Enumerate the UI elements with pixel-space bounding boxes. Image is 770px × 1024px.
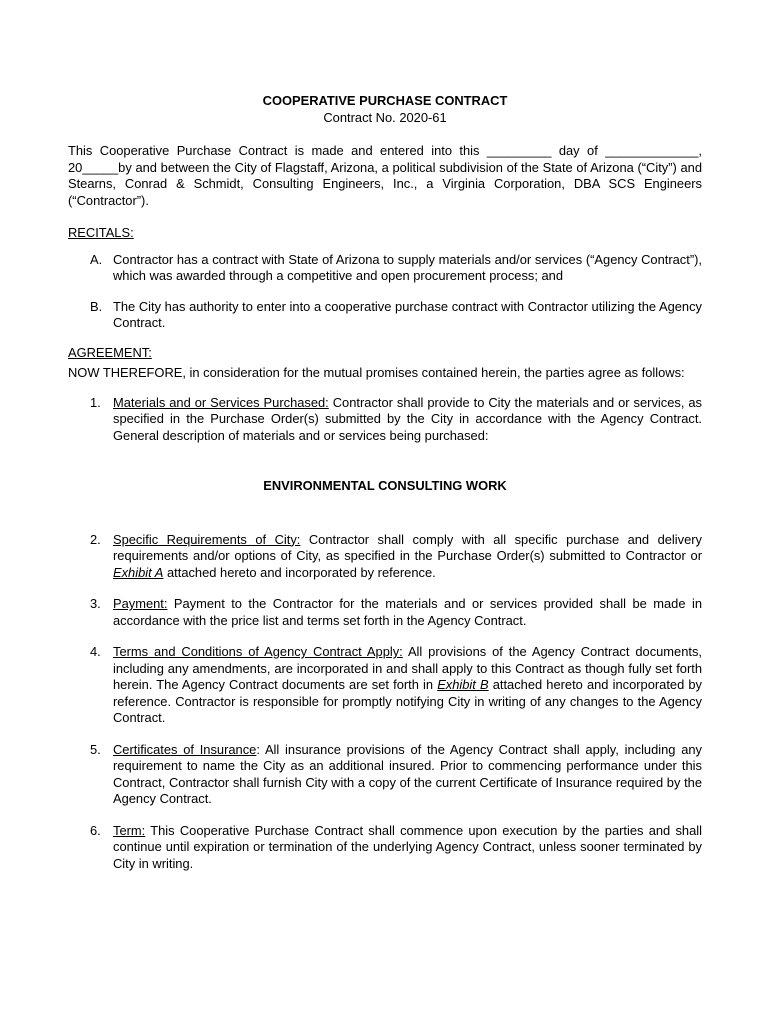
list-marker: 1.	[90, 394, 101, 410]
recital-text: Contractor has a contract with State of Arizona to supply materials and/or services (“Agency Contract”), which was awarded through a competitive and open procurement process; and	[113, 251, 702, 283]
clause-title: Certificates of Insurance	[113, 741, 257, 757]
intro-paragraph: This Cooperative Purchase Contract is made and entered into this _________ day of _____________, 20_____by and between the City of Flagstaff, Arizona, a political subdivision of the State of Arizona (“City”) and Stearns, Conrad & Schmidt, Consulting Engineers, Inc., a Virginia Corporation, DBA SCS Engineers (“Contractor”).	[68, 143, 702, 208]
agreement-item-5	[68, 742, 702, 808]
agreement-item-6	[68, 823, 702, 873]
agreement-item-1	[68, 395, 702, 445]
clause-title: Materials and or Services Purchased:	[113, 394, 329, 410]
agreement-heading: AGREEMENT:	[68, 344, 152, 360]
recitals-heading: RECITALS:	[68, 225, 134, 240]
list-marker: 5.	[90, 741, 101, 757]
recitals-list	[68, 252, 702, 332]
work-description: ENVIRONMENTAL CONSULTING WORK	[263, 478, 507, 493]
list-marker: 4.	[90, 644, 101, 659]
recital-text: The City has authority to enter into a cooperative purchase contract with Contractor utilizing the Agency Contract.	[113, 298, 702, 330]
agreement-item-4	[68, 644, 702, 727]
clause-title: Terms and Conditions of Agency Contract Apply:	[113, 644, 403, 659]
clause-text: This Cooperative Purchase Contract shall commence upon execution by the parties and shall continue until expiration or termination of the underlying Agency Contract, unless sooner terminated by City in writing.	[113, 822, 702, 871]
clause-title: Term:	[113, 822, 146, 838]
agreement-intro: NOW THEREFORE, in consideration for the mutual promises contained herein, the parties agree as follows:	[68, 365, 685, 380]
agreement-item-3	[68, 596, 702, 629]
clause-text: Payment to the Contractor for the materials and or services provided shall be made in accordance with the price list and terms set forth in the Agency Contract.	[113, 596, 702, 628]
list-marker: 6.	[90, 822, 101, 838]
agreement-item-2	[68, 532, 702, 582]
clause-title: Payment:	[113, 596, 168, 611]
exhibit-reference: Exhibit A	[113, 564, 164, 580]
clause-text: Contractor shall comply with all specific purchase and delivery requirements and/or options of City, as specified in the Purchase Order(s) submitted to Contractor or	[113, 531, 702, 563]
document-title: COOPERATIVE PURCHASE CONTRACT	[262, 93, 508, 108]
clause-title: Specific Requirements of City:	[113, 531, 301, 547]
list-marker: 2.	[90, 531, 101, 547]
clause-text: attached hereto and incorporated by reference. Contractor is responsible for promptly notifying City in writing of any changes to the Agency Contract.	[113, 677, 702, 725]
clause-text: : All insurance provisions of the Agency Contract shall apply, including any requirement to name the City as an additional insured. Prior to commencing performance under this Contract, Contractor shall furnish City with a copy of the current Certificate of Insurance required by the Agency Contract.	[113, 741, 703, 806]
clause-text: Contractor shall provide to City the materials and or services, as specified in the Purchase Order(s) submitted by the City in accordance with the Agency Contract. General description of materials and or services being purchased:	[113, 394, 702, 443]
clause-text: attached hereto and incorporated by reference.	[163, 564, 436, 580]
list-marker: 3.	[90, 596, 101, 611]
list-marker: B.	[90, 298, 103, 314]
recital-item-a	[68, 252, 702, 285]
exhibit-reference: Exhibit B	[437, 677, 489, 692]
document-page	[68, 93, 702, 887]
clause-text: All provisions of the Agency Contract documents, including any amendments, are incorporated in and shall apply to this Contract as though fully set forth herein. The Agency Contract documents are set forth in	[113, 644, 702, 692]
agreement-list	[68, 395, 702, 873]
recital-item-b	[68, 299, 702, 332]
list-marker: A.	[90, 251, 103, 267]
contract-number: Contract No. 2020-61	[323, 109, 447, 125]
